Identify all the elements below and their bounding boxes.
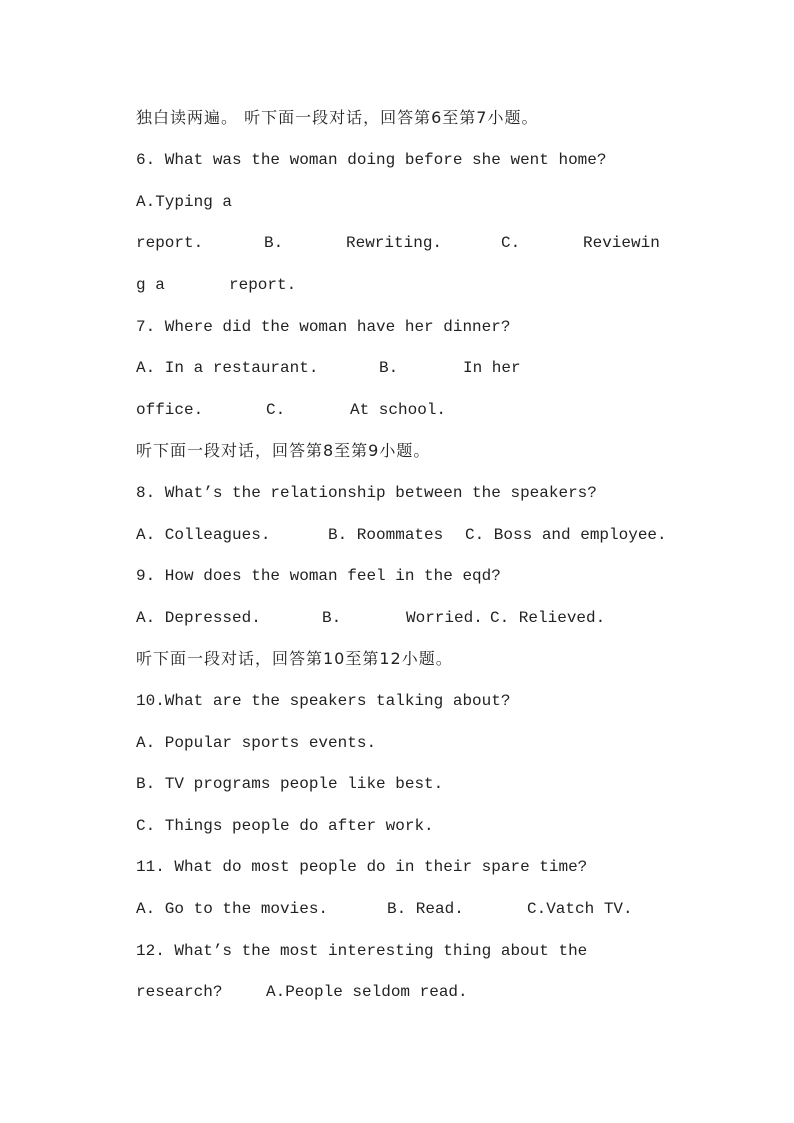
question-10-option-a: A. Popular sports events. xyxy=(136,734,377,752)
option-a-cont: report. xyxy=(136,234,204,252)
question-12-cont: research? xyxy=(136,983,223,1001)
question-12-options-line xyxy=(136,977,468,1007)
option-b-text: Rewriting. xyxy=(346,234,443,252)
option-a: A. Depressed. xyxy=(136,609,261,627)
option-b-label: B. xyxy=(379,359,399,377)
option-b-text: In her xyxy=(463,359,521,377)
option-c-text: At school. xyxy=(350,401,447,419)
question-6: 6. What was the woman doing before she went home? xyxy=(136,151,607,169)
option-c: C. Relieved. xyxy=(490,609,606,627)
option-b-cont: office. xyxy=(136,401,204,419)
question-6-options-wrap xyxy=(136,270,297,300)
section-instruction-6-7: 独白读两遍。 听下面一段对话，回答第6至第7小题。 xyxy=(136,108,539,127)
option-b-label: B. xyxy=(322,609,342,627)
question-9-options-line xyxy=(136,603,606,633)
question-10-option-b: B. TV programs people like best. xyxy=(136,775,444,793)
option-c: C.Vatch TV. xyxy=(527,900,633,918)
question-7-options-line xyxy=(136,353,521,383)
option-c-text: Reviewin xyxy=(583,234,660,252)
question-9: 9. How does the woman feel in the eqd? xyxy=(136,567,501,585)
section-instruction-10-12: 听下面一段对话，回答第10至第12小题。 xyxy=(136,649,453,668)
option-a: A. Colleagues. xyxy=(136,526,271,544)
question-7-options-wrap xyxy=(136,395,447,425)
option-c-label: C. xyxy=(266,401,286,419)
section-instruction-8-9: 听下面一段对话，回答第8至第9小题。 xyxy=(136,441,431,460)
option-b-label: B. xyxy=(264,234,284,252)
option-c: C. Boss and employee. xyxy=(465,526,667,544)
option-a: A. Go to the movies. xyxy=(136,900,329,918)
question-6-option-a-start: A.Typing a xyxy=(136,193,233,211)
question-10: 10.What are the speakers talking about? xyxy=(136,692,511,710)
option-b-text: Worried. xyxy=(406,609,483,627)
question-8-options-line xyxy=(136,520,667,550)
option-b: B. Read. xyxy=(387,900,464,918)
option-a: A. In a restaurant. xyxy=(136,359,319,377)
question-8: 8. What’s the relationship between the speakers? xyxy=(136,484,597,502)
question-7: 7. Where did the woman have her dinner? xyxy=(136,318,511,336)
question-6-options-line xyxy=(136,228,660,258)
option-c-label: C. xyxy=(501,234,521,252)
question-11: 11. What do most people do in their spare time? xyxy=(136,858,588,876)
question-12: 12. What’s the most interesting thing about the xyxy=(136,942,588,960)
option-c-cont: g a xyxy=(136,276,165,294)
question-10-option-c: C. Things people do after work. xyxy=(136,817,434,835)
option-b: B. Roommates xyxy=(328,526,444,544)
option-a: A.People seldom read. xyxy=(266,983,468,1001)
question-11-options-line xyxy=(136,894,633,924)
option-c-cont-2: report. xyxy=(229,276,297,294)
